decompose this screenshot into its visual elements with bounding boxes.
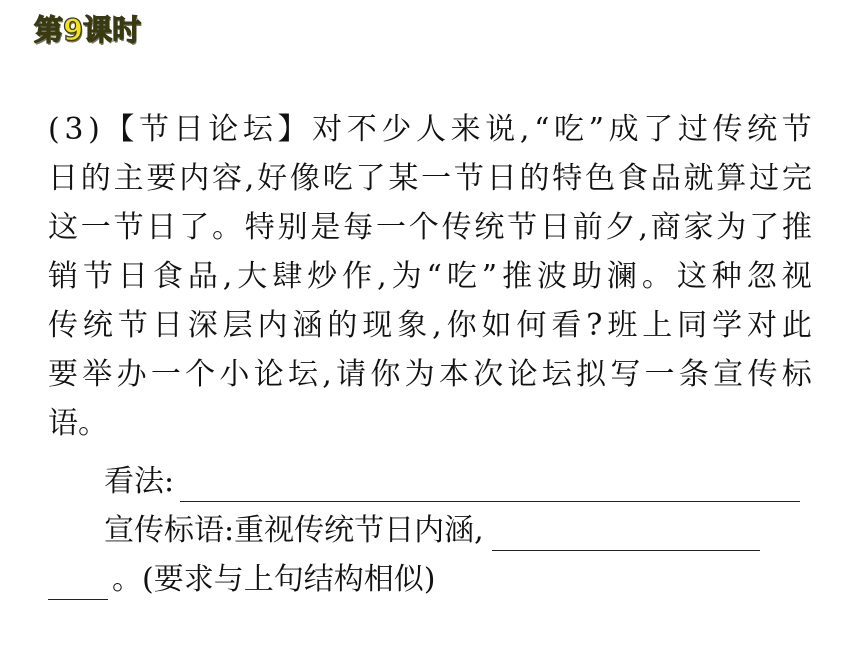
question-line: 传 统 节 日 深 层 内 涵 的 现 象 , 你 如 何 看 ? 班 上 同 学 对 此 — [48, 308, 812, 343]
question-last-line: 语。 — [48, 406, 108, 441]
slogan-answer-blank-continued[interactable] — [48, 565, 108, 600]
question-line: 这 一 节 日 了 。 特 别 是 每 一 个 传 统 节 日 前 夕 , 商 家 为 了 推 — [48, 210, 812, 245]
question-line: ( 3 ) 【 节 日 论 坛 】 对 不 少 人 来 说 , “ 吃 ” 成 了 过 传 统 节 — [48, 112, 812, 147]
question-block — [48, 110, 812, 600]
slogan-row — [48, 502, 812, 551]
view-answer-blank[interactable] — [180, 467, 800, 502]
requirement-note: 。(要求与上句结构相似) — [112, 562, 436, 597]
view-row — [48, 453, 812, 502]
requirement-row — [48, 551, 812, 600]
question-line: 要 举 办 一 个 小 论 坛 , 请 你 为 本 次 论 坛 拟 写 一 条 宣 传 标 — [48, 357, 812, 392]
question-line: 销 节 日 食 品 , 大 肆 炒 作 , 为 “ 吃 ” 推 波 助 澜 。 这 种 忽 视 — [48, 259, 812, 294]
lesson-title: 第9课时 — [34, 13, 142, 47]
slogan-label: 宣传标语:重视传统节日内涵, — [104, 513, 484, 548]
slogan-answer-blank[interactable] — [492, 516, 760, 551]
view-label: 看法: — [104, 464, 175, 499]
question-line: 日 的 主 要 内 容 , 好 像 吃 了 某 一 节 日 的 特 色 食 品 就 算 过 完 — [48, 161, 812, 196]
